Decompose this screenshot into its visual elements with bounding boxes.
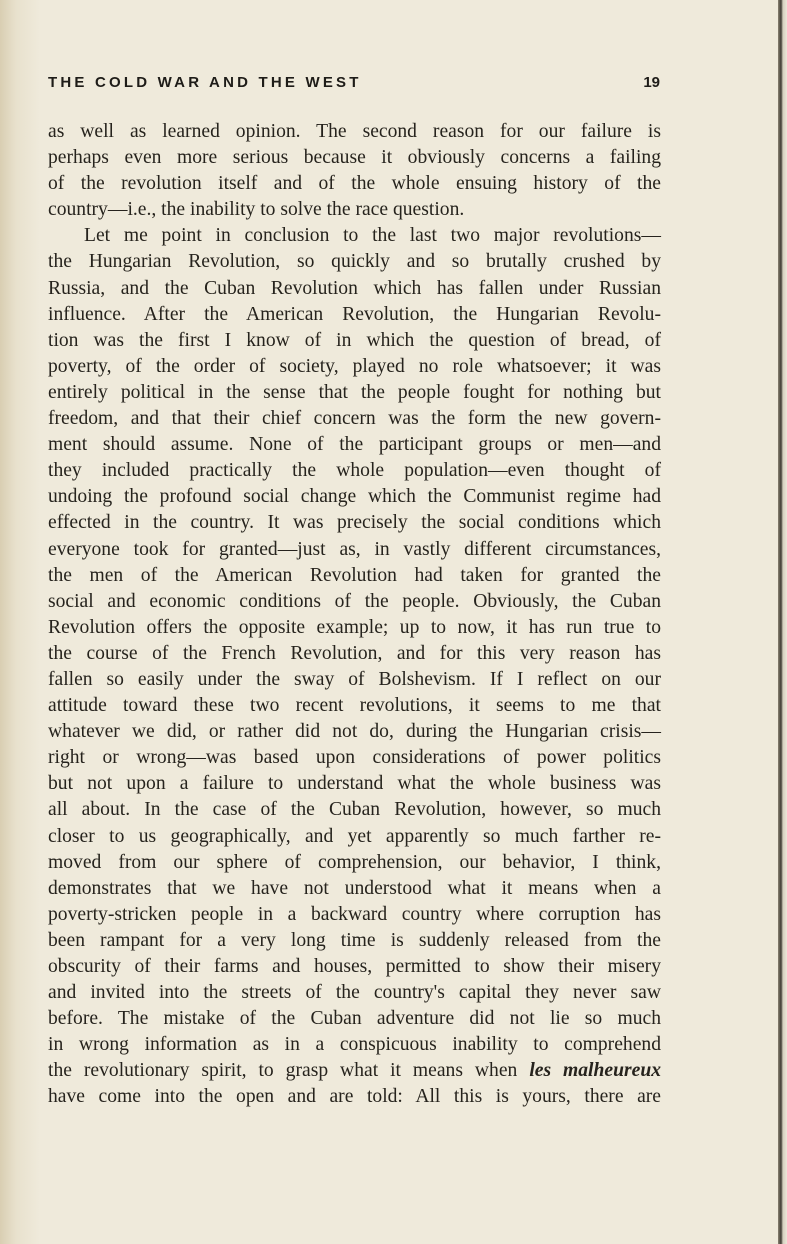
text-line: have come into the open and are told: All this is yours, there are bbox=[48, 1086, 661, 1108]
text-line: as well as learned opinion. The second reason for our failure is bbox=[48, 121, 661, 142]
text-line: freedom, and that their chief concern was the form the new govern- bbox=[48, 408, 661, 430]
text-line: in wrong information as in a conspicuous inability to comprehend bbox=[48, 1034, 661, 1056]
text-line: obscurity of their farms and houses, permitted to show their misery bbox=[48, 956, 661, 977]
text-line: attitude toward these two recent revolutions, it seems to me that bbox=[48, 695, 661, 717]
text-line: they included practically the whole population—even thought of bbox=[48, 460, 661, 482]
text-line: poverty-stricken people in a backward country where corruption has bbox=[48, 903, 661, 925]
text-line: right or wrong—was based upon considerations of power politics bbox=[48, 747, 661, 769]
page-number: 19 bbox=[643, 74, 660, 91]
text-line: fallen so easily under the sway of Bolshevism. If I reflect on our bbox=[48, 668, 661, 690]
text-line: everyone took for granted—just as, in vastly different circumstances, bbox=[48, 538, 661, 560]
text-line: been rampant for a very long time is suddenly released from the bbox=[48, 929, 661, 951]
text-line: moved from our sphere of comprehension, our behavior, I think, bbox=[48, 851, 661, 873]
running-head: THE COLD WAR AND THE WEST bbox=[48, 74, 362, 91]
text-line: ment should assume. None of the participant groups or men—and bbox=[48, 434, 661, 456]
text-line: social and economic conditions of the people. Obviously, the Cuban bbox=[48, 590, 661, 612]
text-line: influence. After the American Revolution, the Hungarian Revolu- bbox=[48, 303, 661, 325]
text-line: country—i.e., the inability to solve the race question. bbox=[48, 199, 465, 221]
text-line: the Hungarian Revolution, so quickly and so brutally crushed by bbox=[48, 251, 661, 273]
text-line: entirely political in the sense that the people fought for nothing but bbox=[48, 381, 661, 403]
text-line: before. The mistake of the Cuban adventure did not lie so much bbox=[48, 1008, 661, 1030]
italic-phrase: les malheureux bbox=[529, 1060, 662, 1082]
text-line: demonstrates that we have not understood what it means when a bbox=[48, 877, 661, 899]
page-edge-shadow bbox=[778, 0, 787, 1244]
text-line: the men of the American Revolution had taken for granted the bbox=[48, 564, 661, 586]
text-fragment: the revolutionary spirit, to grasp what it means when bbox=[48, 1060, 518, 1082]
text-line: undoing the profound social change which the Communist regime had bbox=[48, 486, 661, 508]
text-line: Russia, and the Cuban Revolution which has fallen under Russian bbox=[48, 277, 661, 299]
text-line: whatever we did, or rather did not do, during the Hungarian crisis— bbox=[48, 721, 661, 743]
text-line: effected in the country. It was precisely the social conditions which bbox=[48, 512, 661, 534]
text-line: closer to us geographically, and yet apparently so much farther re- bbox=[48, 825, 661, 847]
body-text bbox=[48, 119, 661, 1111]
page-header bbox=[48, 74, 660, 96]
text-line: perhaps even more serious because it obviously concerns a failing bbox=[48, 147, 661, 169]
text-line: Let me point in conclusion to the last two major revolutions— bbox=[84, 225, 661, 247]
text-line: Revolution offers the opposite example; up to now, it has run true to bbox=[48, 616, 661, 638]
text-line: but not upon a failure to understand what the whole business was bbox=[48, 773, 661, 795]
text-line: all about. In the case of the Cuban Revolution, however, so much bbox=[48, 799, 661, 821]
text-line: the course of the French Revolution, and for this very reason has bbox=[48, 642, 661, 664]
text-line: and invited into the streets of the country's capital they never saw bbox=[48, 982, 661, 1004]
text-line: poverty, of the order of society, played no role whatsoever; it was bbox=[48, 355, 661, 377]
text-line: tion was the first I know of in which the question of bread, of bbox=[48, 329, 661, 351]
text-line-with-italic bbox=[48, 1058, 661, 1084]
text-line: of the revolution itself and of the whole ensuing history of the bbox=[48, 173, 661, 195]
